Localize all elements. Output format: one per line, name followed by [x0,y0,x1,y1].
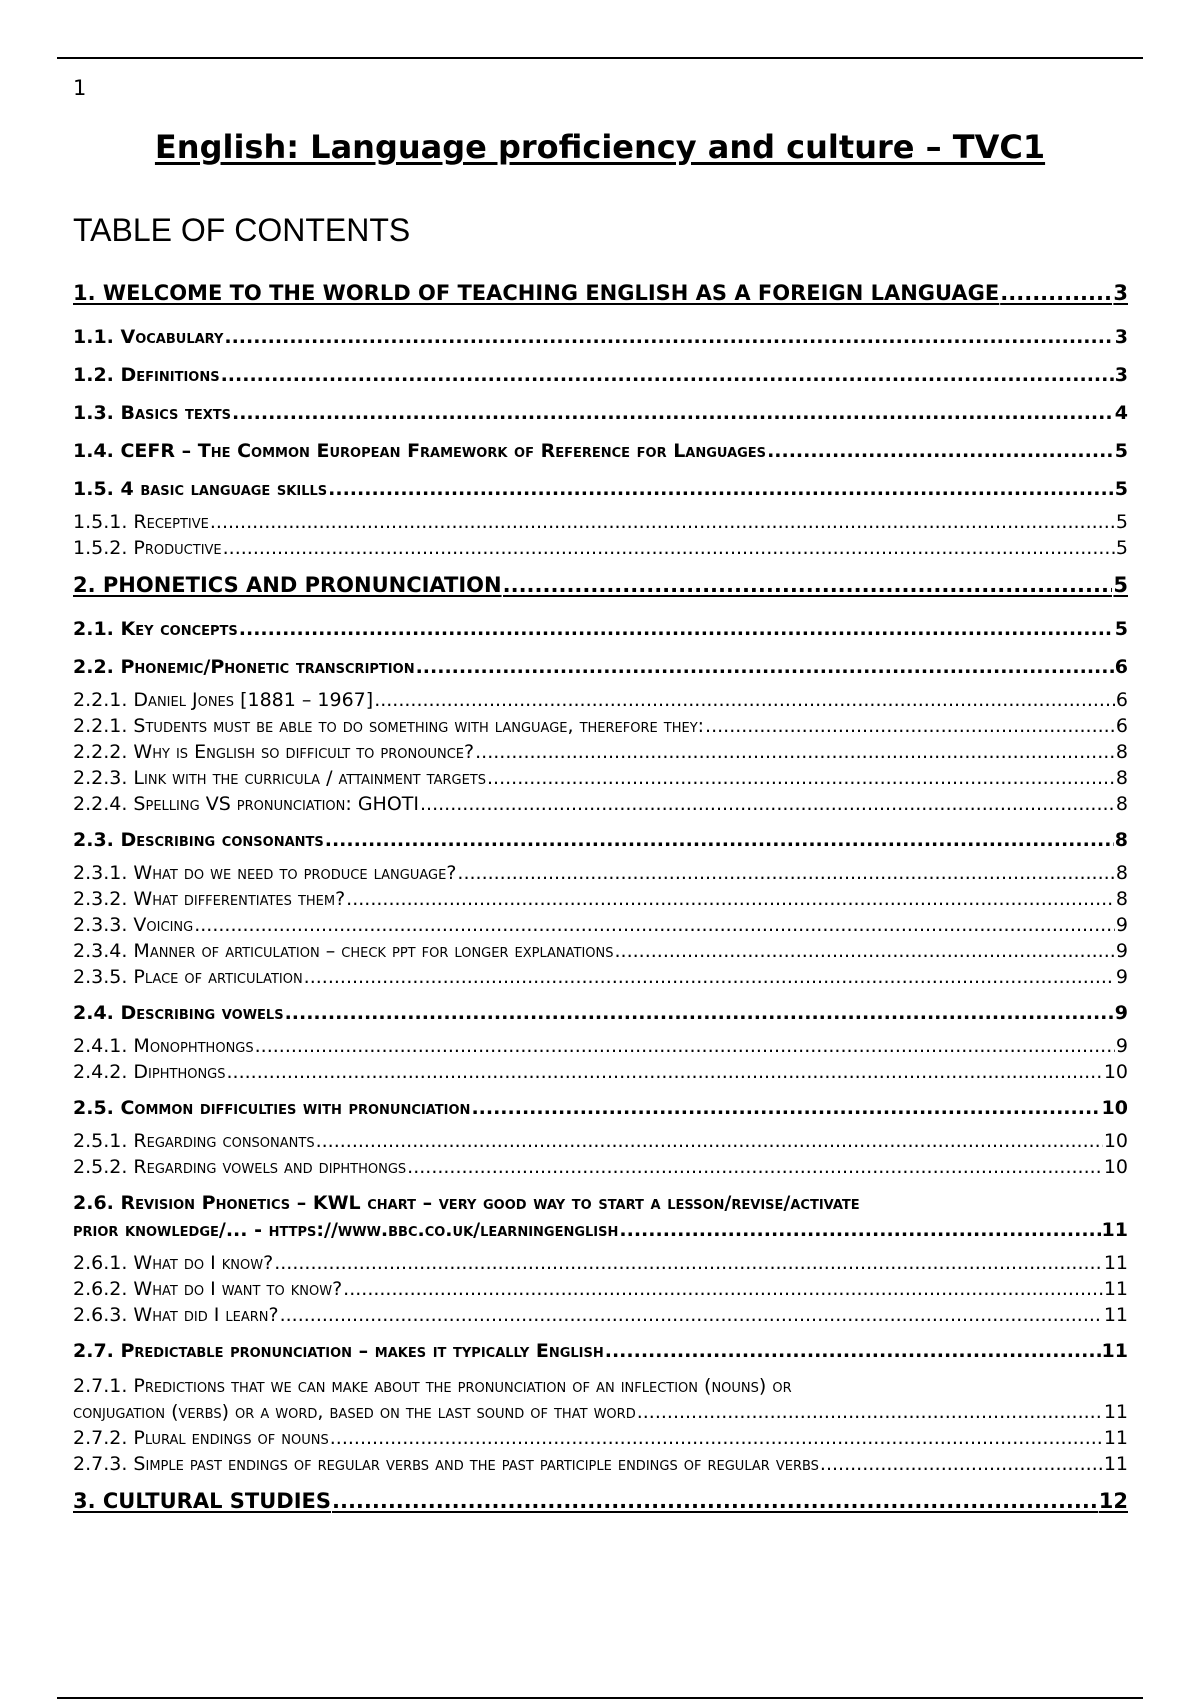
toc-entry-page: 10 [1101,1097,1128,1119]
dot-leader [475,739,1115,765]
toc-entry[interactable] [73,1000,1128,1027]
toc-entry-page: 6 [1115,689,1128,711]
toc-entry-label-line1: 2.6. Revision Phonetics – KWL chart – very good way to start a lesson/revise/activate [73,1192,860,1214]
toc-entry[interactable] [73,765,1128,791]
toc-entry-label: 2.2. Phonemic/Phonetic transcription [73,656,415,678]
dot-leader [194,912,1115,938]
toc-entry-label: 2.4.1. Monophthongs [73,1035,254,1057]
toc-entry-label: 2.2.1. Students must be able to do something with language, therefore they: [73,715,705,737]
toc-entry-label: 2.6.3. What did I learn? [73,1304,279,1326]
dot-leader [210,509,1115,535]
toc-entry-page: 9 [1115,914,1128,936]
toc-entry-page: 12 [1098,1489,1128,1513]
dot-leader [487,765,1115,791]
toc-entry-label: 1.2. Definitions [73,364,220,386]
toc-entry-page: 5 [1115,511,1128,533]
toc-entry-line2 [73,1399,1128,1425]
dot-leader [285,1000,1114,1027]
toc-entry[interactable] [73,571,1128,599]
toc-entry-label-line2: conjugation (verbs) or a word, based on the last sound of that word [73,1401,636,1423]
dot-leader [274,1250,1103,1276]
dot-leader [1000,279,1112,307]
toc-entry-page: 10 [1103,1061,1128,1083]
toc-entry-page: 10 [1103,1156,1128,1178]
toc-entry-label: 2.7.2. Plural endings of nouns [73,1427,329,1449]
header-rule [57,57,1143,59]
dot-leader [330,1425,1103,1451]
document-title: English: Language proficiency and culture – TVC1 [154,128,1046,166]
toc-entry[interactable] [73,739,1128,765]
toc-entry[interactable] [73,687,1128,713]
toc-entry-label: 2.4.2. Diphthongs [73,1061,226,1083]
dot-leader [224,324,1113,351]
dot-leader [232,400,1114,427]
toc-entry-page: 9 [1114,1002,1128,1024]
toc-entry[interactable] [73,1033,1128,1059]
dot-leader [820,1451,1103,1477]
toc-entry[interactable] [73,1451,1128,1477]
toc-entry-label: 2.6.2. What do I want to know? [73,1278,343,1300]
dot-leader [637,1399,1103,1425]
dot-leader [605,1338,1101,1365]
dot-leader [328,476,1114,503]
toc-entry-page: 9 [1115,966,1128,988]
toc-entry-page: 8 [1115,862,1128,884]
toc-entry-label: 2.3. Describing consonants [73,829,324,851]
toc-entry-page: 5 [1115,537,1128,559]
toc-entry[interactable] [73,476,1128,503]
toc-entry[interactable] [73,324,1128,351]
table-of-contents [73,273,1128,1532]
toc-entry-page: 11 [1101,1219,1128,1241]
dot-leader [343,1276,1103,1302]
dot-leader [223,535,1115,561]
toc-entry-page: 11 [1101,1340,1128,1362]
dot-leader [280,1302,1103,1328]
dot-leader [346,886,1115,912]
toc-entry-label-line1: 2.7.1. Predictions that we can make about the pronunciation of an inflection (nouns) or [73,1375,792,1397]
toc-entry-label: 2. PHONETICS AND PRONUNCIATION [73,573,502,597]
toc-entry-label: 1.4. CEFR – The Common European Framework of Reference for Languages [73,440,767,462]
toc-entry-page: 8 [1114,829,1128,851]
toc-entry[interactable] [73,509,1128,535]
dot-leader [304,964,1115,990]
dot-leader [407,1154,1103,1180]
toc-entry-multiline[interactable] [73,1373,1128,1425]
dot-leader [457,860,1115,886]
toc-entry-line2 [73,1217,1128,1244]
toc-entry-page: 11 [1103,1453,1128,1475]
toc-entry[interactable] [73,654,1128,681]
dot-leader [503,571,1113,599]
dot-leader [767,438,1114,465]
dot-leader [316,1128,1103,1154]
toc-entry-label: 2.3.4. Manner of articulation – check ppt for longer explanations [73,940,614,962]
toc-entry[interactable] [73,938,1128,964]
toc-entry[interactable] [73,1487,1128,1515]
toc-entry[interactable] [73,1095,1128,1122]
toc-entry[interactable] [73,713,1128,739]
toc-entry-page: 8 [1115,793,1128,815]
toc-entry[interactable] [73,827,1128,854]
toc-entry[interactable] [73,1128,1128,1154]
toc-entry-label: 2.3.2. What differentiates them? [73,888,346,910]
toc-entry[interactable] [73,860,1128,886]
toc-entry-label: 2.3.5. Place of articulation [73,966,303,988]
toc-entry[interactable] [73,1250,1128,1276]
toc-entry-label: 2.6.1. What do I know? [73,1252,274,1274]
toc-entry[interactable] [73,1338,1128,1365]
toc-entry[interactable] [73,1302,1128,1328]
toc-entry-page: 6 [1114,656,1128,678]
toc-entry[interactable] [73,1276,1128,1302]
toc-entry-page: 11 [1103,1427,1128,1449]
toc-entry[interactable] [73,279,1128,307]
dot-leader [374,687,1115,713]
footer-rule [57,1697,1143,1699]
dot-leader [325,827,1114,854]
toc-entry[interactable] [73,1059,1128,1085]
toc-entry-label: 2.5.2. Regarding vowels and diphthongs [73,1156,407,1178]
toc-entry[interactable] [73,438,1128,465]
dot-leader [705,713,1115,739]
toc-entry[interactable] [73,791,1128,817]
dot-leader [619,1217,1100,1244]
toc-entry-label: 2.5. Common difficulties with pronunciation [73,1097,471,1119]
toc-entry-page: 6 [1115,715,1128,737]
toc-entry[interactable] [73,964,1128,990]
toc-entry-page: 5 [1114,478,1128,500]
toc-entry-label: 1.5.2. Productive [73,537,222,559]
toc-entry-label: 3. CULTURAL STUDIES [73,1489,331,1513]
toc-entry-page: 11 [1103,1304,1128,1326]
dot-leader [221,362,1114,389]
toc-entry[interactable] [73,1154,1128,1180]
toc-entry[interactable] [73,886,1128,912]
toc-entry-page: 11 [1103,1401,1128,1423]
toc-entry[interactable] [73,400,1128,427]
dot-leader [471,1095,1100,1122]
toc-entry-label: 2.3.1. What do we need to produce language? [73,862,457,884]
toc-entry-page: 8 [1115,888,1128,910]
toc-entry-page: 3 [1114,364,1128,386]
toc-entry-label: 2.4. Describing vowels [73,1002,284,1024]
toc-entry[interactable] [73,362,1128,389]
toc-entry[interactable] [73,616,1128,643]
toc-entry-label: 1.5. 4 basic language skills [73,478,328,500]
toc-entry-page: 9 [1115,1035,1128,1057]
toc-entry-label: 2.2.3. Link with the curricula / attainment targets [73,767,486,789]
dot-leader [332,1487,1098,1515]
toc-entry-page: 3 [1114,326,1128,348]
toc-entry-label-line2: prior knowledge/... - https://www.bbc.co.uk/learningenglish [73,1219,619,1241]
toc-entry-page: 5 [1114,618,1128,640]
toc-entry-label: 2.2.1. Daniel Jones [1881 – 1967] [73,689,374,711]
toc-entry-page: 5 [1113,573,1128,597]
toc-entry-page: 5 [1114,440,1128,462]
dot-leader [615,938,1115,964]
toc-entry-label: 2.7. Predictable pronunciation – makes it typically English [73,1340,604,1362]
toc-entry-label: 1.3. Basics texts [73,402,231,424]
toc-entry-label: 2.7.3. Simple past endings of regular verbs and the past participle endings of regular verbs [73,1453,819,1475]
toc-entry-label: 2.2.4. Spelling VS pronunciation: GHOTI [73,793,420,815]
toc-entry-page: 9 [1115,940,1128,962]
toc-entry-page: 8 [1115,741,1128,763]
toc-entry-page: 4 [1114,402,1128,424]
dot-leader [416,654,1114,681]
toc-entry-page: 11 [1103,1252,1128,1274]
dot-leader [420,791,1115,817]
toc-entry-label: 1.5.1. Receptive [73,511,209,533]
dot-leader [227,1059,1103,1085]
toc-entry-label: 2.5.1. Regarding consonants [73,1130,315,1152]
toc-entry-page: 3 [1113,281,1128,305]
toc-entry[interactable] [73,912,1128,938]
dot-leader [255,1033,1115,1059]
dot-leader [239,616,1114,643]
toc-entry-label: 2.3.3. Voicing [73,914,194,936]
toc-entry-label: 2.2.2. Why is English so difficult to pronounce? [73,741,475,763]
toc-heading: TABLE OF CONTENTS [73,212,411,248]
toc-entry-page: 8 [1115,767,1128,789]
toc-entry[interactable] [73,535,1128,561]
toc-entry-page: 10 [1103,1130,1128,1152]
page-number: 1 [73,76,87,100]
toc-entry-page: 11 [1103,1278,1128,1300]
toc-entry-label: 2.1. Key concepts [73,618,238,640]
toc-entry-label: 1.1. Vocabulary [73,326,224,348]
toc-entry-label: 1. WELCOME TO THE WORLD OF TEACHING ENGLISH AS A FOREIGN LANGUAGE [73,281,1000,305]
toc-entry[interactable] [73,1425,1128,1451]
toc-entry-multiline[interactable] [73,1190,1128,1244]
